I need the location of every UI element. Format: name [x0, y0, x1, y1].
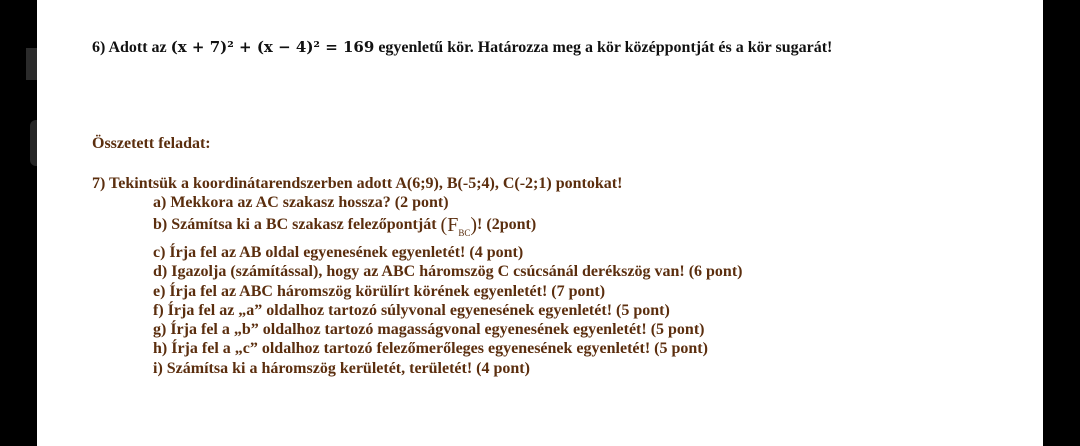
task-6-equation: (x + 7)² + (x − 4)² = 169 [170, 38, 375, 56]
task-7-item-h: h) Írja fel a „c” oldalhoz tartozó felezőmerőleges egyenesének egyenletét! (5 pont) [153, 340, 708, 357]
task-7-item-g: g) Írja fel a „b” oldalhoz tartozó magasságvonal egyenesének egyenletét! (5 pont) [153, 321, 705, 338]
background-app-fragment [26, 48, 37, 80]
task-7-item-i: i) Számítsa ki a háromszög kerületét, területét! (4 pont) [153, 360, 530, 377]
task-6-prefix: 6) Adott az [92, 39, 167, 56]
task-7-item-b-text: b) Számítsa ki a BC szakasz felezőpontját [153, 216, 437, 233]
task-7-intro: 7) Tekintsük a koordinátarendszerben adott A(6;9), B(-5;4), C(-2;1) pontokat! [92, 175, 623, 192]
document-page [37, 0, 1043, 446]
midpoint-symbol-sub: BC [458, 228, 471, 238]
task-7-item-b-suffix: ! (2pont) [477, 216, 537, 233]
task-7-item-d: d) Igazolja (számítással), hogy az ABC háromszög C csúcsánál derékszög van! (6 pont) [153, 263, 743, 280]
task-7-item-f: f) Írja fel az „a” oldalhoz tartozó súlyvonal egyenesének egyenletét! (5 pont) [153, 302, 670, 319]
task-7-item-e: e) Írja fel az ABC háromszög körülírt körének egyenletét! (7 pont) [153, 283, 606, 300]
task-7-item-b [153, 215, 536, 243]
section-title: Összetett feladat: [92, 135, 211, 152]
task-6-suffix: egyenletű kör. Határozza meg a kör középpontját és a kör sugarát! [378, 39, 833, 56]
midpoint-symbol-letter: F [447, 214, 459, 236]
midpoint-symbol: $(F_{BC})$ [440, 214, 478, 238]
task-7-item-c: c) Írja fel az AB oldal egyenesének egyenletét! (4 pont) [153, 244, 524, 261]
task-6 [92, 37, 832, 58]
background-app-fragment [30, 120, 37, 166]
task-7-item-a: a) Mekkora az AC szakasz hossza? (2 pont) [153, 194, 449, 211]
